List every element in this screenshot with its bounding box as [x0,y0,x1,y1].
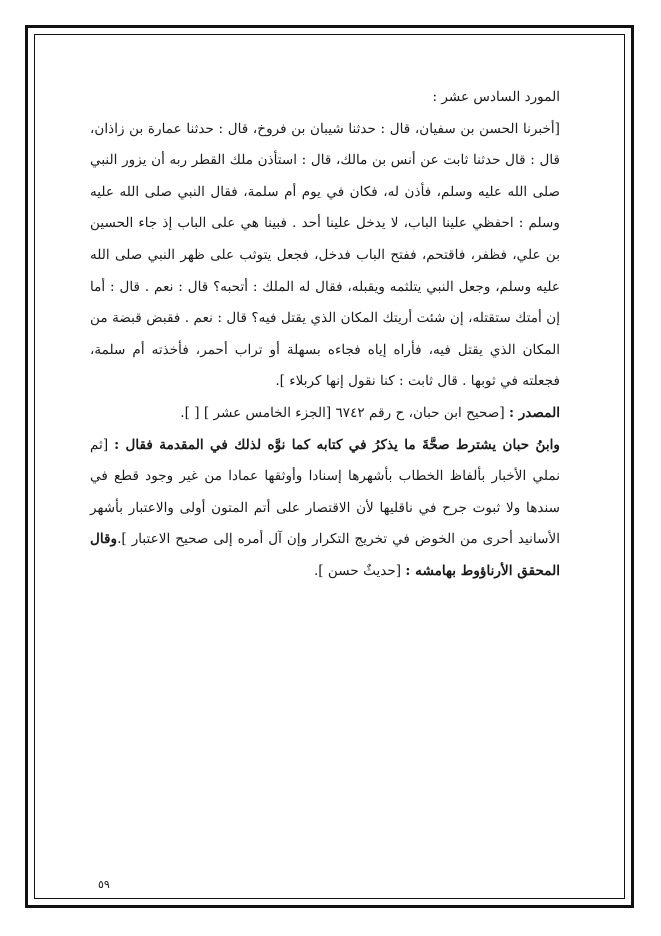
commentary-editor-note: وقال المحقق الأرناؤوط بهامشه : [90,531,560,579]
page-body [90,82,560,588]
commentary-quote: [ثم نملي الأخبار بألفاظ الخطاب بأشهرها إسنادا وأوثقها عمادا من غير وجود قطع في سندها ولا ثبوت جرح في ناقليها لأن الاقتصار على أتم المتون أولى والاعتبار بأشهر الأسانيد أحرى من الخوض في تخريج التكرار وإن آل أمره إلى صحيح الاعتبار ]. [90,436,560,548]
section-heading: المورد السادس عشر : [432,89,560,105]
source-label: المصدر : [508,404,560,421]
commentary-grading: [حديثٌ حسن ]. [313,562,406,579]
commentary-paragraph [90,430,560,588]
source-line [90,398,560,430]
hadith-text: [أخبرنا الحسن بن سفيان، قال : حدثنا شيبان بن فروخ، قال : حدثنا عمارة بن زاذان، قال : قال حدثنا ثابت عن أنس بن مالك، قال : استأذن ملك القطر ربه أن يزور النبي صلى الله عليه وسلم، فأذن له، فكان في يوم أم سلمة، فقال النبي صلى الله عليه وسلم : احفظي علينا الباب، لا يدخل علينا أحد . فبينا هي على الباب إذ جاء الحسين بن علي، فظفر، فاقتحم، ففتح الباب فدخل، فجعل يتوثب على ظهر النبي صلى الله عليه وسلم، وجعل النبي يتلثمه ويقبله، فقال له الملك : أتحبه؟ قال : نعم . قال : أما إن أمتك ستقتله، إن شئت أريتك المكان الذي يقتل فيه؟ قال : نعم . فقبض قبضة من المكان الذي يقتل فيه، فأراه إياه فجاءه بسهلة أو تراب أحمر، فأخذته أم سلمة، فجعلته في ثوبها . قال ثابت : كنا نقول إنها كربلاء ]. [90,120,560,390]
commentary-intro: وابنُ حبان يشترط صحَّةَ ما يذكرُ في كتابه كما نوَّه لذلك في المقدمة فقال : [114,436,560,453]
page-number: ٥٩ [98,878,110,891]
source-text: [صحيح ابن حبان، ح رقم ٦٧٤٢ [الجزء الخامس عشر ] [ ]. [180,404,509,421]
